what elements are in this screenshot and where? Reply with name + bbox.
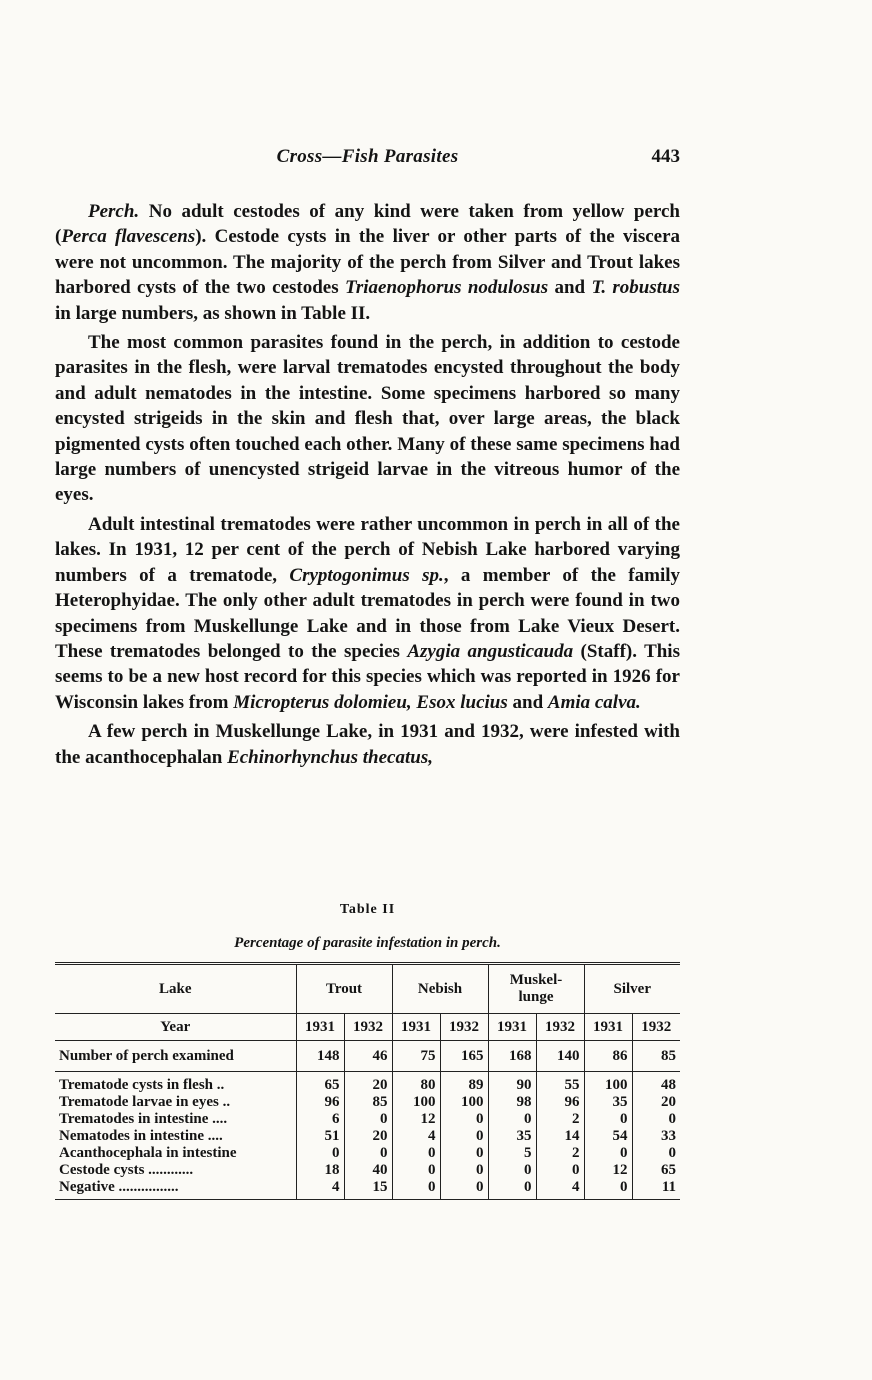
paragraph-common-parasites: The most common parasites found in the perch, in addition to cestode parasites in the flesh, were larval trematodes encysted throughout the body and adult nematodes in the intestine. Some specimens harbored so many encysted strigeids in the skin and flesh that, over large areas, the black pigmented cysts often touched each other. Many of these same specimens had large numbers of unencysted strigeid larvae in the vitreous humor of the eyes. [55,332,680,506]
table-row [55,1162,680,1179]
year-cell: 1931 [584,1014,632,1041]
table-cell: 0 [632,1145,680,1162]
table-cell: 0 [440,1179,488,1200]
species-name: Micropterus dolomieu, Esox lucius [233,691,508,713]
table-cell: 0 [536,1162,584,1179]
year-cell: 1931 [392,1014,440,1041]
table-cell: 20 [344,1072,392,1095]
table-cell: 0 [440,1145,488,1162]
paragraph-trematodes: Adult intestinal trematodes were rather uncommon in perch in all of the lakes. In 1931, 12 per cent of the perch of Nebish Lake harbored varying numbers of a trematode, Cryptogonimus sp., a member of the family Heterophyidae. The only other adult trematodes in perch were found in two specimens from Muskellunge Lake and in those from Lake Vieux Desert. These trematodes belonged to the species Azygia angusticauda (Staff). This seems to be a new host record for this species which was reported in 1926 for Wisconsin lakes from Micropterus dolomieu, Esox lucius and Amia calva. [55,513,680,713]
species-name: Cryptogonimus sp. [289,564,444,586]
table-cell: 0 [584,1145,632,1162]
table-row [55,1128,680,1145]
year-cell: 1932 [632,1014,680,1041]
table-cell: 140 [536,1041,584,1072]
table-cell: 6 [296,1111,344,1128]
year-row [55,1014,680,1041]
table-cell: 165 [440,1041,488,1072]
year-cell: 1932 [440,1014,488,1041]
table-cell: 85 [344,1094,392,1111]
row-label: Negative ................ [59,1179,179,1195]
table-cell: 96 [536,1094,584,1111]
group-muskellunge: Muskel- lunge [488,964,584,1014]
table-cell: 54 [584,1128,632,1145]
lake-header: Lake [158,980,192,997]
table-cell: 0 [440,1128,488,1145]
table-row [55,1179,680,1200]
species-name: Amia calva. [547,691,641,713]
table-cell: 0 [632,1111,680,1128]
species-name: Triaenophorus nodulosus [344,277,549,299]
row-label: Trematode larvae in eyes .. [59,1094,231,1110]
row-label: Acanthocephala in intestine [59,1145,237,1161]
parasite-table [55,962,680,1200]
table-cell: 80 [392,1072,440,1095]
year-cell: 1932 [344,1014,392,1041]
table-cell: 90 [488,1072,536,1095]
run-in-heading: Perch. [88,201,140,222]
group-trout: Trout [296,964,392,1014]
table-cell: 2 [536,1111,584,1128]
table-cell: 89 [440,1072,488,1095]
table-cell: 0 [440,1111,488,1128]
row-label: Number of perch examined [55,1041,296,1072]
table-cell: 4 [296,1179,344,1200]
table-cell: 40 [344,1162,392,1179]
species-name: T. robustus [591,277,681,299]
table-cell: 75 [392,1041,440,1072]
table-cell: 4 [392,1128,440,1145]
table-cell: 0 [488,1179,536,1200]
table-cell: 0 [440,1162,488,1179]
table-cell: 15 [344,1179,392,1200]
table-cell: 0 [296,1145,344,1162]
table-cell: 18 [296,1162,344,1179]
table-row [55,1145,680,1162]
table-cell: 100 [440,1094,488,1111]
species-name: Echinorhynchus thecatus, [227,746,433,768]
table-cell: 0 [392,1179,440,1200]
table-cell: 168 [488,1041,536,1072]
table-cell: 20 [344,1128,392,1145]
table-row [55,1094,680,1111]
table-title: Table II [339,902,396,917]
table-cell: 65 [632,1162,680,1179]
species-name: Perca flavescens [61,226,196,248]
year-cell: 1931 [488,1014,536,1041]
species-name: Azygia angusticauda [407,640,574,662]
table-row [55,1072,680,1095]
row-label: Cestode cysts ............ [59,1162,194,1178]
table-cell: 148 [296,1041,344,1072]
table-cell: 35 [584,1094,632,1111]
table-caption: Percentage of parasite infestation in perch. [234,935,501,951]
group-header-row [55,964,680,1014]
table-cell: 0 [584,1111,632,1128]
count-row [55,1041,680,1072]
table-cell: 4 [536,1179,584,1200]
table-cell: 96 [296,1094,344,1111]
table-cell: 100 [392,1094,440,1111]
table-cell: 100 [584,1072,632,1095]
page-header [55,146,680,174]
table-cell: 0 [392,1145,440,1162]
table-cell: 5 [488,1145,536,1162]
table-cell: 0 [392,1162,440,1179]
table-cell: 0 [584,1179,632,1200]
row-label: Trematodes in intestine .... [59,1111,228,1127]
year-cell: 1932 [536,1014,584,1041]
table-cell: 46 [344,1041,392,1072]
table-cell: 0 [488,1111,536,1128]
table-cell: 55 [536,1072,584,1095]
table-cell: 11 [632,1179,680,1200]
running-head: Cross—Fish Parasites [276,146,459,167]
table-cell: 20 [632,1094,680,1111]
group-nebish: Nebish [392,964,488,1014]
table-cell: 35 [488,1128,536,1145]
body-text [55,199,680,774]
table-cell: 86 [584,1041,632,1072]
table-cell: 12 [392,1111,440,1128]
table-cell: 48 [632,1072,680,1095]
table-cell: 33 [632,1128,680,1145]
table-cell: 12 [584,1162,632,1179]
table-row [55,1111,680,1128]
paragraph-acanthocephalan: A few perch in Muskellunge Lake, in 1931 and 1932, were infested with the acanthocephalan Echinorhynchus thecatus, [55,721,680,768]
page-number: 443 [651,146,680,167]
table-cell: 98 [488,1094,536,1111]
year-label: Year [55,1014,296,1041]
group-silver: Silver [584,964,680,1014]
paragraph-perch: Perch. No adult cestodes of any kind were taken from yellow perch (Perca flavescens). Cestode cysts in the liver or other parts of the viscera were not uncommon. The majority of the perch from Silver and Trout lakes harbored cysts of the two cestodes Triaenophorus nodulosus and T. robustus in large numbers, as shown in Table II. [55,201,681,324]
table-cell: 0 [344,1145,392,1162]
table-cell: 65 [296,1072,344,1095]
table-cell: 51 [296,1128,344,1145]
table-cell: 0 [344,1111,392,1128]
table-cell: 0 [488,1162,536,1179]
row-label: Nematodes in intestine .... [59,1128,223,1144]
table-cell: 14 [536,1128,584,1145]
table-cell: 85 [632,1041,680,1072]
row-label: Trematode cysts in flesh .. [55,1072,296,1095]
table-cell: 2 [536,1145,584,1162]
year-cell: 1931 [296,1014,344,1041]
